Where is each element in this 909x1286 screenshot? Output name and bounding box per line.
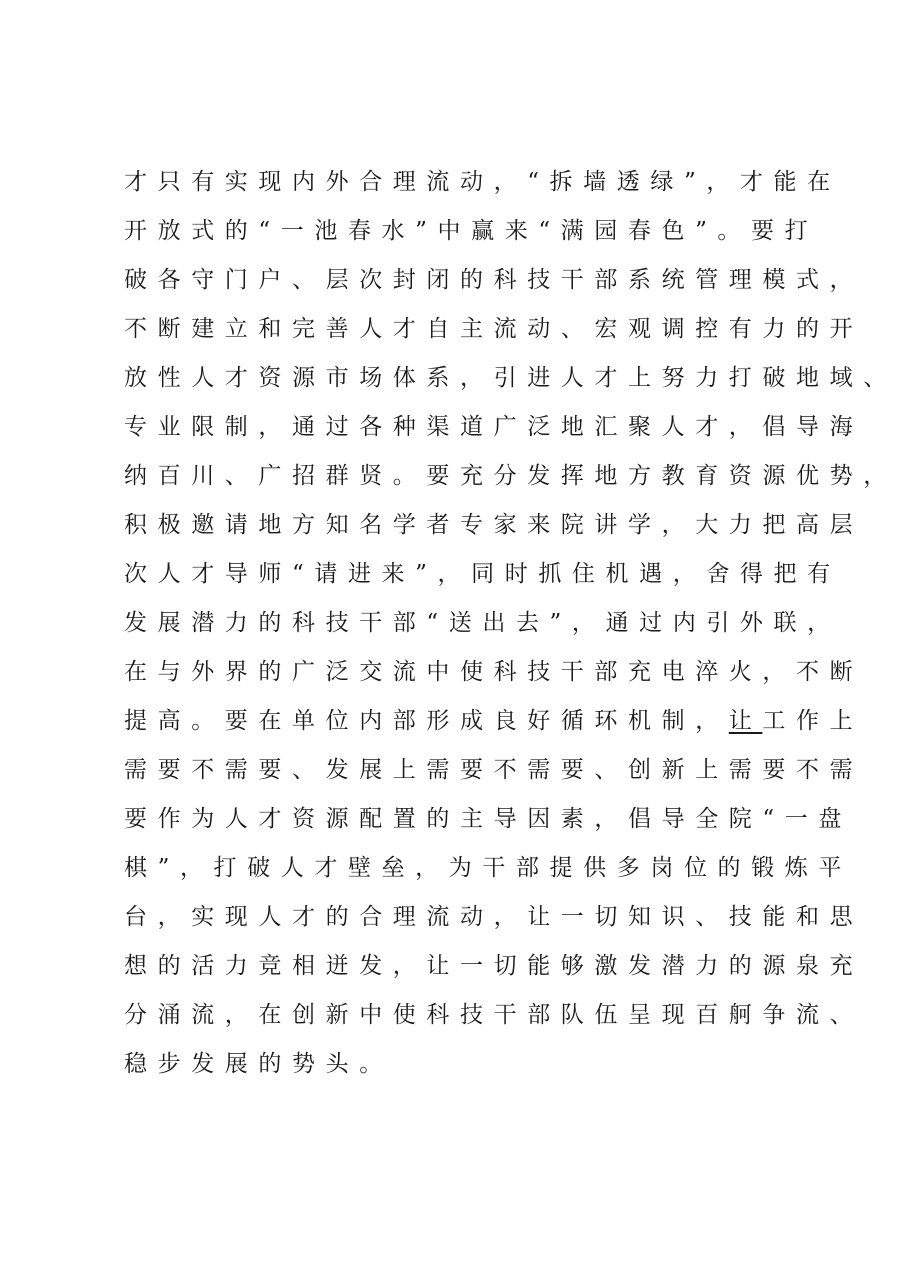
text-line-3: 破各守门户、层次封闭的科技干部系统管理模式， (124, 267, 864, 293)
text-line-1: 才只有实现内外合理流动，“拆墙透绿”，才能在 (124, 169, 841, 195)
text-line-17: 想的活力竞相迸发，让一切能够激发潜力的源泉充 (124, 953, 864, 979)
text-line-7: 纳百川、广招群贤。要充分发挥地方教育资源优势， (124, 463, 897, 489)
text-line-6: 专业限制，通过各种渠道广泛地汇聚人才，倡导海 (124, 414, 864, 440)
text-line-12-before: 提高。要在单位内部形成良好循环机制， (124, 708, 729, 734)
text-line-5: 放性人才资源市场体系，引进人才上努力打破地域、 (124, 365, 897, 391)
text-line-16: 台，实现人才的合理流动，让一切知识、技能和思 (124, 904, 864, 930)
text-line-9: 次人才导师“请进来”，同时抓住机遇，舍得把有 (124, 561, 841, 587)
text-line-15: 棋”，打破人才壁垒，为干部提供多岗位的锻炼平 (124, 855, 852, 881)
text-line-2: 开放式的“一池春水”中赢来“满园春色”。要打 (124, 218, 819, 244)
text-line-19: 稳步发展的势头。 (124, 1051, 393, 1077)
text-line-10: 发展潜力的科技干部“送出去”，通过内引外联， (124, 610, 841, 636)
text-line-8: 积极邀请地方知名学者专家来院讲学，大力把高层 (124, 512, 864, 538)
text-line-18: 分涌流，在创新中使科技干部队伍呈现百舸争流、 (124, 1002, 864, 1028)
text-line-12 (124, 699, 864, 748)
text-line-14: 要作为人才资源配置的主导因素，倡导全院“一盘 (124, 806, 852, 832)
body-paragraph (124, 160, 897, 1091)
text-line-12-after: 工作上 (762, 708, 864, 734)
text-line-11: 在与外界的广泛交流中使科技干部充电淬火，不断 (124, 659, 864, 685)
underlined-word: 让 (728, 708, 763, 734)
text-line-4: 不断建立和完善人才自主流动、宏观调控有力的开 (124, 316, 864, 342)
text-line-13: 需要不需要、发展上需要不需要、创新上需要不需 (124, 757, 864, 783)
